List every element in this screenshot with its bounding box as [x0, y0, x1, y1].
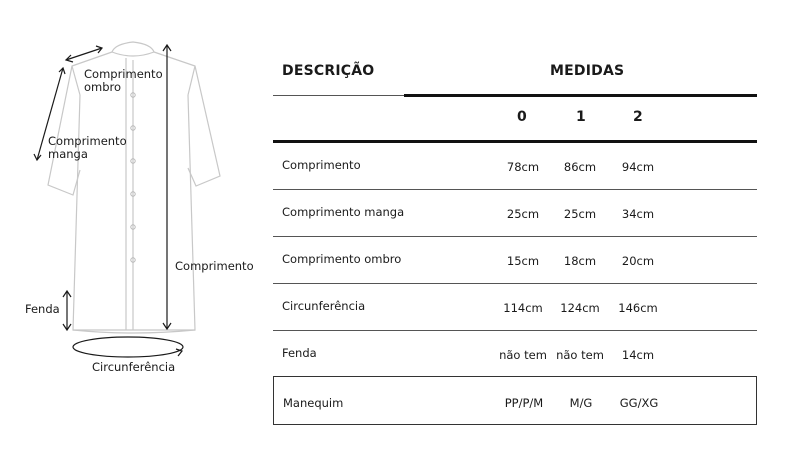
size-header-0: 0 [517, 109, 527, 125]
row-value: 94cm [621, 160, 655, 174]
mannequin-label: Manequim [283, 396, 344, 410]
sleeve-length-label [48, 135, 127, 161]
row-value: 146cm [618, 301, 658, 315]
description-header: DESCRIÇÃO [282, 63, 375, 79]
mannequin-value: GG/XG [619, 396, 659, 410]
table-row [273, 143, 757, 190]
row-value: não tem [556, 348, 604, 362]
table-row [273, 190, 757, 237]
row-name: Comprimento ombro [282, 252, 402, 266]
mannequin-row [273, 376, 757, 425]
table-row [273, 284, 757, 331]
shoulder-length-label [84, 68, 163, 94]
row-name: Circunferência [282, 299, 366, 313]
slit-label: Fenda [25, 302, 60, 316]
size-table [273, 0, 757, 451]
row-name: Comprimento [282, 158, 361, 172]
row-value: 114cm [503, 301, 543, 315]
shoulder-label-line2: ombro [84, 80, 122, 94]
table-row [273, 237, 757, 284]
row-value: 14cm [621, 348, 655, 362]
row-name: Fenda [282, 346, 317, 360]
length-label: Comprimento [175, 259, 254, 273]
sleeve-label-line2: manga [48, 147, 88, 161]
shoulder-label-line1: Comprimento [84, 67, 163, 81]
measurement-diagram [0, 0, 270, 451]
row-value: não tem [499, 348, 547, 362]
row-value: 20cm [621, 254, 655, 268]
row-value: 15cm [506, 254, 540, 268]
row-value: 34cm [621, 207, 655, 221]
row-value: 18cm [563, 254, 597, 268]
measures-header: MEDIDAS [550, 63, 625, 79]
row-name: Comprimento manga [282, 205, 405, 219]
size-header-1: 1 [576, 109, 586, 125]
header-divider-thin [273, 95, 404, 96]
size-header-2: 2 [633, 109, 643, 125]
header-divider-thick [404, 94, 757, 97]
sleeve-label-line1: Comprimento [48, 134, 127, 148]
circumference-label: Circunferência [92, 360, 176, 374]
mannequin-value: M/G [569, 396, 593, 410]
row-value: 78cm [506, 160, 540, 174]
row-value: 124cm [560, 301, 600, 315]
row-value: 86cm [563, 160, 597, 174]
row-value: 25cm [563, 207, 597, 221]
mannequin-value: PP/P/M [504, 396, 544, 410]
table-row [273, 331, 757, 375]
row-value: 25cm [506, 207, 540, 221]
